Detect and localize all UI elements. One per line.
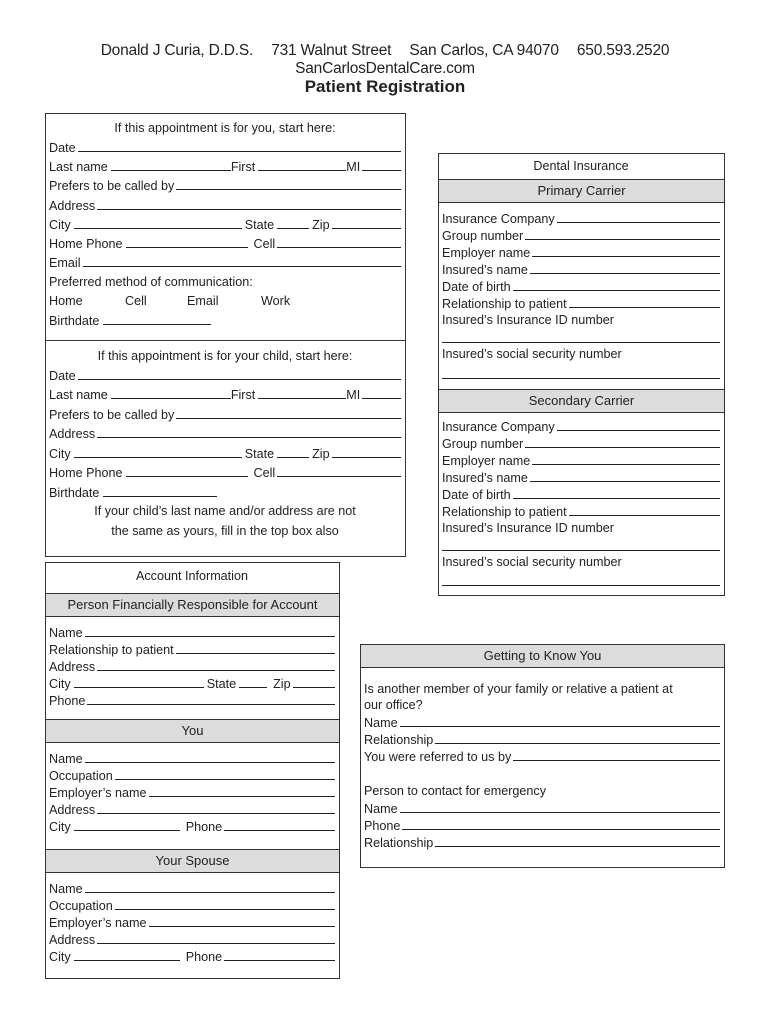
practice-city: San Carlos, CA 94070 [409, 42, 559, 59]
account-information-box [45, 562, 340, 979]
secondary-relationship-field[interactable]: Relationship to patient [442, 504, 720, 520]
practice-street: 731 Walnut Street [271, 42, 392, 59]
primary-relationship-field[interactable]: Relationship to patient [442, 296, 720, 312]
child-birthdate-field[interactable]: Birthdate [49, 485, 401, 501]
you-occupation-field[interactable]: Occupation [49, 768, 335, 784]
self-preferred-name-field[interactable]: Prefers to be called by [49, 178, 401, 194]
secondary-ssn-label: Insured’s social security number [442, 555, 622, 569]
referred-by-field[interactable]: You were referred to us by [364, 749, 720, 765]
spouse-occupation-field[interactable]: Occupation [49, 898, 335, 914]
emergency-heading: Person to contact for emergency [364, 784, 547, 798]
you-employer-field[interactable]: Employer’s name [49, 785, 335, 801]
primary-ssn-input[interactable] [442, 378, 720, 379]
practice-header [0, 42, 770, 78]
primary-ssn-label: Insured’s social security number [442, 347, 622, 361]
comm-option-cell[interactable]: Cell [125, 294, 147, 308]
self-name-field[interactable]: Last name First MI [49, 159, 401, 175]
secondary-id-label: Insured’s Insurance ID number [442, 521, 614, 535]
self-email-field[interactable]: Email [49, 255, 401, 271]
spouse-name-field[interactable]: Name [49, 881, 335, 897]
responsible-heading: Person Financially Responsible for Account [46, 593, 339, 617]
you-city-field[interactable]: City Phone [49, 819, 335, 835]
child-phone-field[interactable]: Home Phone Cell [49, 465, 401, 481]
secondary-carrier-heading: Secondary Carrier [439, 389, 724, 413]
self-registration-box [45, 113, 406, 341]
getting-to-know-box [360, 644, 725, 868]
responsible-name-field[interactable]: Name [49, 625, 335, 641]
child-name-field[interactable]: Last name First MI [49, 387, 401, 403]
account-heading: Account Information [135, 569, 248, 583]
you-address-field[interactable]: Address [49, 802, 335, 818]
child-note-line2: the same as yours, fill in the top box also [111, 524, 339, 538]
secondary-id-input[interactable] [442, 550, 720, 551]
practice-website: SanCarlosDentalCare.com [295, 60, 475, 77]
spouse-city-field[interactable]: City Phone [49, 949, 335, 965]
page-title: Patient Registration [304, 77, 466, 96]
primary-carrier-heading: Primary Carrier [439, 179, 724, 203]
self-phone-field[interactable]: Home Phone Cell [49, 236, 401, 252]
self-address-field[interactable]: Address [49, 198, 401, 214]
primary-id-label: Insured’s Insurance ID number [442, 313, 614, 327]
child-registration-box [45, 340, 406, 557]
emergency-name-field[interactable]: Name [364, 801, 720, 817]
secondary-group-field[interactable]: Group number [442, 436, 720, 452]
primary-company-field[interactable]: Insurance Company [442, 211, 720, 227]
child-note-line1: If your child’s last name and/or address are not [94, 504, 356, 518]
you-name-field[interactable]: Name [49, 751, 335, 767]
responsible-address-field[interactable]: Address [49, 659, 335, 675]
secondary-company-field[interactable]: Insurance Company [442, 419, 720, 435]
child-city-field[interactable]: City State Zip [49, 446, 401, 462]
secondary-ssn-input[interactable] [442, 585, 720, 586]
spouse-heading: Your Spouse [46, 849, 339, 873]
self-comm-label: Preferred method of communication: [49, 275, 253, 289]
responsible-phone-field[interactable]: Phone [49, 693, 335, 709]
secondary-insured-name-field[interactable]: Insured’s name [442, 470, 720, 486]
self-heading: If this appointment is for you, start here: [114, 121, 336, 135]
primary-employer-field[interactable]: Employer name [442, 245, 720, 261]
self-city-field[interactable]: City State Zip [49, 217, 401, 233]
family-relationship-field[interactable]: Relationship [364, 732, 720, 748]
primary-insured-name-field[interactable]: Insured’s name [442, 262, 720, 278]
primary-dob-field[interactable]: Date of birth [442, 279, 720, 295]
you-heading: You [46, 719, 339, 743]
self-birthdate-field[interactable]: Birthdate [49, 313, 401, 329]
secondary-employer-field[interactable]: Employer name [442, 453, 720, 469]
self-date-field[interactable]: Date [49, 140, 401, 156]
child-heading: If this appointment is for your child, start here: [97, 349, 353, 363]
self-comm-options [49, 294, 401, 309]
primary-group-field[interactable]: Group number [442, 228, 720, 244]
dental-insurance-box [438, 153, 725, 596]
comm-option-email[interactable]: Email [187, 294, 219, 308]
spouse-employer-field[interactable]: Employer’s name [49, 915, 335, 931]
family-name-field[interactable]: Name [364, 715, 720, 731]
emergency-relationship-field[interactable]: Relationship [364, 835, 720, 851]
insurance-heading: Dental Insurance [533, 159, 629, 173]
responsible-relationship-field[interactable]: Relationship to patient [49, 642, 335, 658]
practice-phone: 650.593.2520 [576, 42, 670, 59]
comm-option-home[interactable]: Home [49, 294, 83, 308]
secondary-dob-field[interactable]: Date of birth [442, 487, 720, 503]
getting-to-know-heading: Getting to Know You [361, 645, 724, 668]
child-address-field[interactable]: Address [49, 426, 401, 442]
child-date-field[interactable]: Date [49, 368, 401, 384]
family-question-line2: our office? [364, 698, 423, 712]
responsible-city-field[interactable]: City State Zip [49, 676, 335, 692]
primary-id-input[interactable] [442, 342, 720, 343]
emergency-phone-field[interactable]: Phone [364, 818, 720, 834]
comm-option-work[interactable]: Work [261, 294, 291, 308]
doctor-name: Donald J Curia, D.D.S. [100, 42, 254, 59]
spouse-address-field[interactable]: Address [49, 932, 335, 948]
family-question-line1: Is another member of your family or relative a patient at [364, 682, 673, 696]
child-preferred-name-field[interactable]: Prefers to be called by [49, 407, 401, 423]
